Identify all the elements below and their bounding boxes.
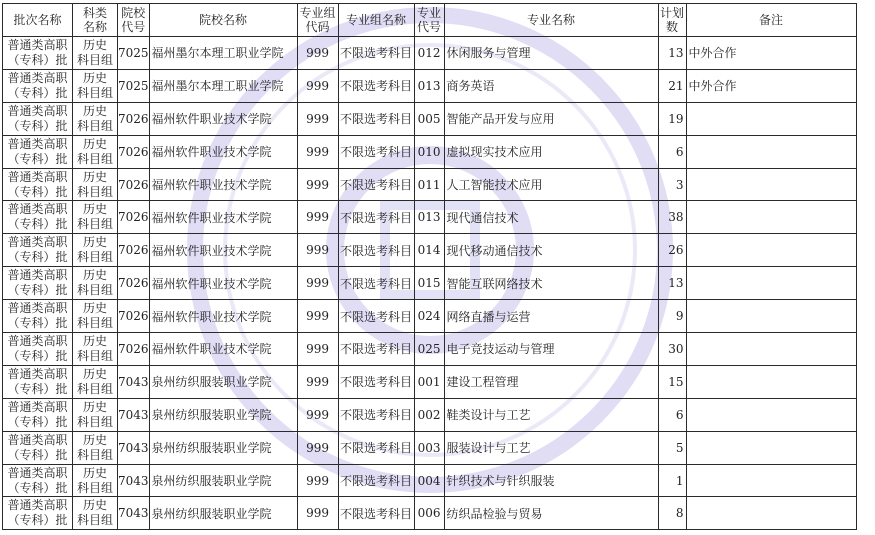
cell-school-name: 福州软件职业技术学院 bbox=[149, 333, 297, 366]
cell-group-code: 999 bbox=[297, 201, 338, 234]
cell-batch: 普通类高职 （专科）批 bbox=[3, 333, 73, 366]
cell-plan: 6 bbox=[658, 135, 686, 168]
cell-group-name: 不限选考科目 bbox=[338, 333, 414, 366]
cell-major-code: 014 bbox=[414, 234, 444, 267]
cell-plan: 5 bbox=[658, 431, 686, 464]
cell-plan: 26 bbox=[658, 234, 686, 267]
cell-group-code: 999 bbox=[297, 398, 338, 431]
cell-group-name: 不限选考科目 bbox=[338, 300, 414, 333]
cell-note bbox=[686, 201, 856, 234]
cell-major-code: 003 bbox=[414, 431, 444, 464]
cell-major-name: 虚拟现实技术应用 bbox=[444, 135, 658, 168]
cell-batch: 普通类高职 （专科）批 bbox=[3, 431, 73, 464]
cell-group-name: 不限选考科目 bbox=[338, 464, 414, 497]
cell-group-code: 999 bbox=[297, 102, 338, 135]
cell-group-name: 不限选考科目 bbox=[338, 267, 414, 300]
cell-group-code: 999 bbox=[297, 431, 338, 464]
cell-school-code: 7025 bbox=[118, 69, 150, 102]
cell-note bbox=[686, 365, 856, 398]
cell-school-code: 7026 bbox=[118, 267, 150, 300]
cell-school-name: 福州软件职业技术学院 bbox=[149, 234, 297, 267]
cell-school-code: 7043 bbox=[118, 398, 150, 431]
header-major-name: 专业名称 bbox=[444, 4, 658, 37]
cell-group-code: 999 bbox=[297, 168, 338, 201]
cell-category: 历史 科目组 bbox=[73, 69, 118, 102]
cell-school-name: 泉州纺织服装职业学院 bbox=[149, 398, 297, 431]
cell-group-code: 999 bbox=[297, 333, 338, 366]
cell-school-code: 7043 bbox=[118, 497, 150, 530]
cell-school-code: 7025 bbox=[118, 37, 150, 70]
cell-note: 中外合作 bbox=[686, 37, 856, 70]
cell-batch: 普通类高职 （专科）批 bbox=[3, 365, 73, 398]
table-row bbox=[3, 69, 857, 102]
table-row bbox=[3, 267, 857, 300]
cell-note bbox=[686, 398, 856, 431]
cell-group-code: 999 bbox=[297, 267, 338, 300]
cell-category: 历史 科目组 bbox=[73, 464, 118, 497]
cell-major-code: 012 bbox=[414, 37, 444, 70]
cell-school-code: 7043 bbox=[118, 431, 150, 464]
cell-group-name: 不限选考科目 bbox=[338, 497, 414, 530]
cell-school-name: 福州软件职业技术学院 bbox=[149, 267, 297, 300]
cell-school-name: 泉州纺织服装职业学院 bbox=[149, 464, 297, 497]
cell-group-name: 不限选考科目 bbox=[338, 365, 414, 398]
header-category: 科类 名称 bbox=[73, 4, 118, 37]
cell-major-code: 013 bbox=[414, 201, 444, 234]
cell-plan: 13 bbox=[658, 37, 686, 70]
table-row bbox=[3, 431, 857, 464]
cell-major-code: 001 bbox=[414, 365, 444, 398]
cell-note bbox=[686, 333, 856, 366]
header-group-name: 专业组名称 bbox=[338, 4, 414, 37]
cell-school-code: 7026 bbox=[118, 333, 150, 366]
table-row bbox=[3, 398, 857, 431]
header-school-code: 院校 代号 bbox=[118, 4, 150, 37]
cell-plan: 13 bbox=[658, 267, 686, 300]
cell-group-name: 不限选考科目 bbox=[338, 135, 414, 168]
cell-category: 历史 科目组 bbox=[73, 398, 118, 431]
cell-category: 历史 科目组 bbox=[73, 135, 118, 168]
table-row bbox=[3, 300, 857, 333]
cell-batch: 普通类高职 （专科）批 bbox=[3, 69, 73, 102]
cell-school-code: 7026 bbox=[118, 234, 150, 267]
cell-major-name: 建设工程管理 bbox=[444, 365, 658, 398]
cell-group-name: 不限选考科目 bbox=[338, 37, 414, 70]
cell-group-code: 999 bbox=[297, 135, 338, 168]
header-plan: 计划 数 bbox=[658, 4, 686, 37]
cell-note bbox=[686, 102, 856, 135]
cell-plan: 1 bbox=[658, 464, 686, 497]
cell-school-code: 7026 bbox=[118, 201, 150, 234]
cell-major-code: 015 bbox=[414, 267, 444, 300]
cell-plan: 19 bbox=[658, 102, 686, 135]
cell-group-code: 999 bbox=[297, 69, 338, 102]
table-row bbox=[3, 135, 857, 168]
cell-note bbox=[686, 300, 856, 333]
cell-major-code: 004 bbox=[414, 464, 444, 497]
cell-category: 历史 科目组 bbox=[73, 267, 118, 300]
header-school-name: 院校名称 bbox=[149, 4, 297, 37]
cell-plan: 9 bbox=[658, 300, 686, 333]
cell-school-name: 福州软件职业技术学院 bbox=[149, 168, 297, 201]
cell-batch: 普通类高职 （专科）批 bbox=[3, 135, 73, 168]
cell-plan: 30 bbox=[658, 333, 686, 366]
cell-group-code: 999 bbox=[297, 300, 338, 333]
cell-major-name: 现代通信技术 bbox=[444, 201, 658, 234]
cell-major-name: 现代移动通信技术 bbox=[444, 234, 658, 267]
cell-major-name: 商务英语 bbox=[444, 69, 658, 102]
cell-batch: 普通类高职 （专科）批 bbox=[3, 300, 73, 333]
cell-major-code: 005 bbox=[414, 102, 444, 135]
cell-category: 历史 科目组 bbox=[73, 168, 118, 201]
cell-batch: 普通类高职 （专科）批 bbox=[3, 37, 73, 70]
cell-school-name: 泉州纺织服装职业学院 bbox=[149, 431, 297, 464]
table-row bbox=[3, 333, 857, 366]
cell-plan: 38 bbox=[658, 201, 686, 234]
cell-note bbox=[686, 135, 856, 168]
cell-school-code: 7026 bbox=[118, 168, 150, 201]
cell-major-code: 006 bbox=[414, 497, 444, 530]
cell-school-code: 7043 bbox=[118, 365, 150, 398]
cell-major-name: 网络直播与运营 bbox=[444, 300, 658, 333]
cell-major-code: 025 bbox=[414, 333, 444, 366]
cell-group-name: 不限选考科目 bbox=[338, 431, 414, 464]
header-batch: 批次名称 bbox=[3, 4, 73, 37]
table-row bbox=[3, 464, 857, 497]
cell-batch: 普通类高职 （专科）批 bbox=[3, 201, 73, 234]
cell-school-code: 7026 bbox=[118, 135, 150, 168]
cell-major-code: 011 bbox=[414, 168, 444, 201]
table-row bbox=[3, 365, 857, 398]
cell-plan: 15 bbox=[658, 365, 686, 398]
cell-category: 历史 科目组 bbox=[73, 365, 118, 398]
cell-group-code: 999 bbox=[297, 234, 338, 267]
cell-category: 历史 科目组 bbox=[73, 37, 118, 70]
cell-category: 历史 科目组 bbox=[73, 497, 118, 530]
cell-major-name: 智能互联网络技术 bbox=[444, 267, 658, 300]
header-major-code: 专业 代号 bbox=[414, 4, 444, 37]
cell-note bbox=[686, 168, 856, 201]
cell-note: 中外合作 bbox=[686, 69, 856, 102]
cell-batch: 普通类高职 （专科）批 bbox=[3, 464, 73, 497]
cell-group-name: 不限选考科目 bbox=[338, 168, 414, 201]
header-row bbox=[3, 4, 857, 37]
cell-category: 历史 科目组 bbox=[73, 300, 118, 333]
cell-school-name: 福州软件职业技术学院 bbox=[149, 201, 297, 234]
cell-batch: 普通类高职 （专科）批 bbox=[3, 267, 73, 300]
cell-school-name: 泉州纺织服装职业学院 bbox=[149, 365, 297, 398]
header-note: 备注 bbox=[686, 4, 856, 37]
admission-plan-table bbox=[2, 3, 857, 530]
cell-major-name: 人工智能技术应用 bbox=[444, 168, 658, 201]
cell-school-name: 福州墨尔本理工职业学院 bbox=[149, 37, 297, 70]
cell-major-code: 024 bbox=[414, 300, 444, 333]
cell-major-code: 013 bbox=[414, 69, 444, 102]
cell-batch: 普通类高职 （专科）批 bbox=[3, 102, 73, 135]
cell-batch: 普通类高职 （专科）批 bbox=[3, 168, 73, 201]
cell-school-code: 7026 bbox=[118, 102, 150, 135]
cell-group-code: 999 bbox=[297, 464, 338, 497]
cell-school-name: 福州墨尔本理工职业学院 bbox=[149, 69, 297, 102]
table-row bbox=[3, 168, 857, 201]
cell-major-name: 鞋类设计与工艺 bbox=[444, 398, 658, 431]
cell-school-name: 泉州纺织服装职业学院 bbox=[149, 497, 297, 530]
cell-batch: 普通类高职 （专科）批 bbox=[3, 497, 73, 530]
table-row bbox=[3, 102, 857, 135]
cell-school-name: 福州软件职业技术学院 bbox=[149, 135, 297, 168]
cell-plan: 8 bbox=[658, 497, 686, 530]
table-row bbox=[3, 497, 857, 530]
cell-major-name: 服装设计与工艺 bbox=[444, 431, 658, 464]
cell-major-name: 休闲服务与管理 bbox=[444, 37, 658, 70]
cell-group-name: 不限选考科目 bbox=[338, 69, 414, 102]
cell-plan: 3 bbox=[658, 168, 686, 201]
cell-category: 历史 科目组 bbox=[73, 333, 118, 366]
cell-group-code: 999 bbox=[297, 497, 338, 530]
cell-note bbox=[686, 497, 856, 530]
table-row bbox=[3, 201, 857, 234]
cell-group-code: 999 bbox=[297, 365, 338, 398]
cell-group-name: 不限选考科目 bbox=[338, 398, 414, 431]
cell-major-code: 002 bbox=[414, 398, 444, 431]
cell-major-name: 智能产品开发与应用 bbox=[444, 102, 658, 135]
cell-plan: 6 bbox=[658, 398, 686, 431]
cell-plan: 21 bbox=[658, 69, 686, 102]
cell-major-name: 电子竞技运动与管理 bbox=[444, 333, 658, 366]
cell-school-name: 福州软件职业技术学院 bbox=[149, 102, 297, 135]
cell-batch: 普通类高职 （专科）批 bbox=[3, 234, 73, 267]
cell-category: 历史 科目组 bbox=[73, 431, 118, 464]
cell-category: 历史 科目组 bbox=[73, 201, 118, 234]
cell-major-name: 纺织品检验与贸易 bbox=[444, 497, 658, 530]
cell-group-name: 不限选考科目 bbox=[338, 102, 414, 135]
cell-category: 历史 科目组 bbox=[73, 102, 118, 135]
cell-note bbox=[686, 431, 856, 464]
header-group-code: 专业组 代码 bbox=[297, 4, 338, 37]
cell-major-code: 010 bbox=[414, 135, 444, 168]
cell-note bbox=[686, 267, 856, 300]
cell-group-name: 不限选考科目 bbox=[338, 234, 414, 267]
cell-batch: 普通类高职 （专科）批 bbox=[3, 398, 73, 431]
cell-group-code: 999 bbox=[297, 37, 338, 70]
table-row bbox=[3, 234, 857, 267]
cell-category: 历史 科目组 bbox=[73, 234, 118, 267]
cell-major-name: 针织技术与针织服装 bbox=[444, 464, 658, 497]
cell-note bbox=[686, 234, 856, 267]
cell-note bbox=[686, 464, 856, 497]
cell-group-name: 不限选考科目 bbox=[338, 201, 414, 234]
cell-school-code: 7043 bbox=[118, 464, 150, 497]
cell-school-name: 福州软件职业技术学院 bbox=[149, 300, 297, 333]
table-row bbox=[3, 37, 857, 70]
cell-school-code: 7026 bbox=[118, 300, 150, 333]
